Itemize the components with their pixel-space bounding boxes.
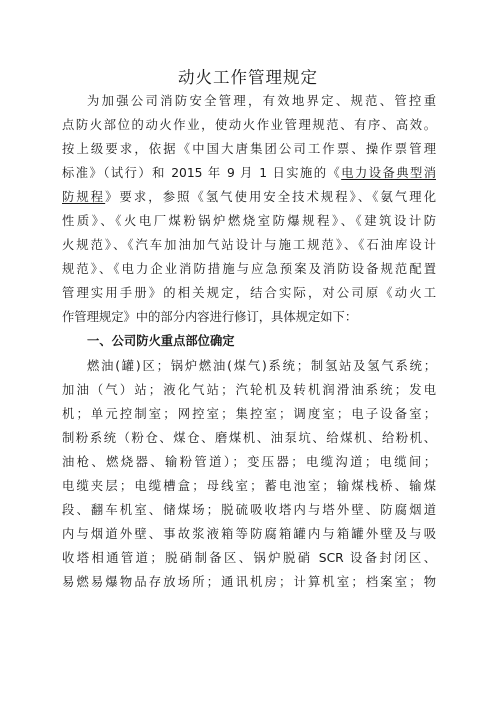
intro-line-8: 规范》、《电力企业消防措施与应急预案及消防设备规范配置 — [62, 262, 436, 276]
intro-line-2: 点防火部位的动火作业，使动火作业管理规范、有序、高效。 — [62, 118, 436, 132]
section-line-8: 内与烟道外壁、事故浆液箱等防腐箱罐内与箱罐外壁及与吸 — [62, 527, 436, 541]
intro-line-1: 为加强公司消防安全管理，有效地界定、规范、管控重 — [87, 94, 436, 108]
section-line-1: 燃油(罐)区；锅炉燃油(煤气)系统；制氢站及氢气系统； — [87, 359, 436, 373]
regulation-link-part-2[interactable]: 防规程 — [62, 190, 106, 204]
intro-line-5 — [62, 189, 436, 205]
intro-line-4-text: 标准》（试行）和 2015 年 9 月 1 日实施的《 — [62, 166, 342, 180]
regulation-link-part-1[interactable]: 电力设备典型消 — [341, 166, 436, 180]
intro-line-5-text: 》要求，参照《氢气使用安全技术规程》、《氨气理化 — [105, 190, 436, 204]
intro-line-4 — [62, 165, 436, 181]
intro-line-3: 按上级要求，依据《中国大唐集团公司工作票、操作票管理 — [62, 142, 436, 156]
section-line-10: 易燃易爆物品存放场所；通讯机房；计算机室；档案室；物 — [62, 575, 436, 589]
section-line-2: 加油（气）站；液化气站；汽轮机及转机润滑油系统；发电 — [62, 383, 436, 397]
section-line-6: 电缆夹层；电缆槽盒；母线室；蓄电池室；输煤栈桥、输煤 — [62, 479, 436, 493]
intro-line-6: 性质》、《火电厂煤粉锅炉燃烧室防爆规程》、《建筑设计防 — [62, 214, 436, 228]
intro-line-7: 火规范》、《汽车加油加气站设计与施工规范》、《石油库设计 — [62, 238, 436, 252]
document-title: 动火工作管理规定 — [178, 68, 318, 87]
section-line-4: 制粉系统（粉仓、煤仓、磨煤机、油泵坑、给煤机、给粉机、 — [62, 431, 436, 445]
section-line-5: 油枪、燃烧器、输粉管道）；变压器；电缆沟道；电缆间； — [62, 455, 436, 469]
section-line-7: 段、翻车机室、储煤场；脱硫吸收塔内与塔外壁、防腐烟道 — [62, 503, 436, 517]
section-line-3: 机；单元控制室；网控室；集控室；调度室；电子设备室； — [62, 407, 436, 421]
intro-line-10: 作管理规定》中的部分内容进行修订，具体规定如下： — [62, 310, 358, 324]
intro-line-9: 管理实用手册》的相关规定，结合实际，对公司原《动火工 — [62, 286, 436, 300]
section-line-9: 收塔相通管道；脱硝制备区、锅炉脱硝 SCR 设备封闭区、 — [62, 551, 436, 565]
section-heading: 一、公司防火重点部位确定 — [87, 334, 235, 348]
